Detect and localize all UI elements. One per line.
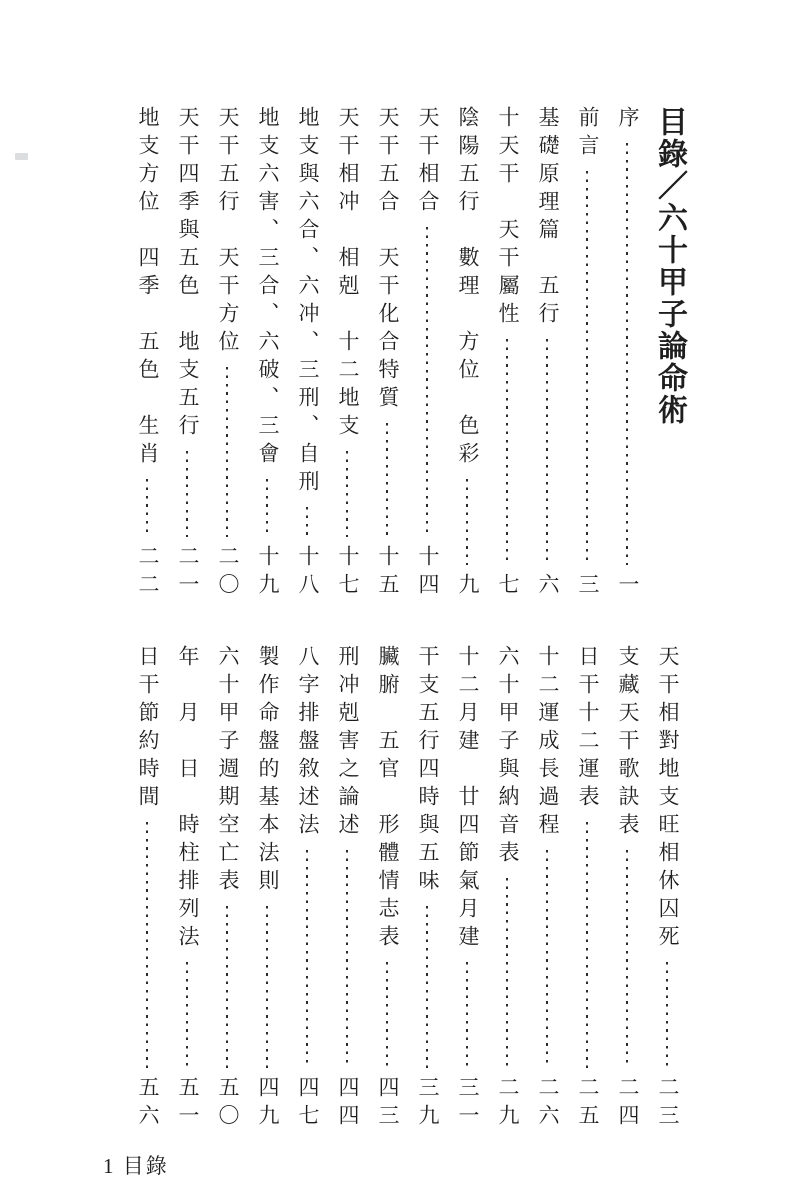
entry-title: 日干節約時間 (136, 645, 160, 813)
entry-title: 地支方位 四季 五色 生肖 (136, 106, 160, 470)
entry-page-number: 二二 (136, 545, 160, 601)
dotted-leader (186, 962, 189, 1068)
toc-entry (135, 106, 160, 601)
dotted-leader (346, 451, 349, 537)
dotted-leader (506, 339, 509, 565)
toc-entry (295, 645, 320, 1132)
entry-title: 八字排盤敘述法 (296, 645, 320, 841)
entry-page-number: 一 (616, 573, 640, 601)
toc-entry (175, 106, 200, 601)
entry-page-number: 十九 (256, 545, 280, 601)
toc-entry (335, 106, 360, 601)
entry-title: 天干相對地支旺相休囚死 (656, 645, 680, 953)
entry-page-number: 十七 (336, 545, 360, 601)
toc-entry (295, 106, 320, 601)
toc-entry (615, 645, 640, 1132)
page-title: 目錄／六十甲子論命術 (653, 106, 686, 426)
dotted-leader (346, 850, 349, 1068)
entry-title: 天干相冲 相剋 十二地支 (336, 106, 360, 442)
entry-title: 日干十二運表 (576, 645, 600, 813)
dotted-leader (466, 962, 469, 1068)
entry-title: 天干五行 天干方位 (216, 106, 240, 358)
entry-title: 十天干 天干屬性 (496, 106, 520, 330)
toc-entry (175, 645, 200, 1132)
entry-page-number: 十五 (376, 545, 400, 601)
dotted-leader (626, 850, 629, 1068)
entry-page-number: 四四 (336, 1076, 360, 1132)
entry-page-number: 四七 (296, 1076, 320, 1132)
toc-entry (535, 645, 560, 1132)
entry-title: 干支五行四時與五味 (416, 645, 440, 897)
entry-title: 六十甲子週期空亡表 (216, 645, 240, 897)
entry-title: 天干四季與五色 地支五行 (176, 106, 200, 442)
toc-entry (135, 645, 160, 1132)
entry-page-number: 十四 (416, 545, 440, 601)
dotted-leader (186, 451, 189, 537)
entry-page-number: 二三 (656, 1076, 680, 1132)
entry-title: 臟腑 五官 形體情志表 (376, 645, 400, 953)
entry-title: 天干相合 (416, 106, 440, 218)
entry-page-number: 六 (536, 573, 560, 601)
entry-page-number: 二六 (536, 1076, 560, 1132)
dotted-leader (426, 227, 429, 537)
toc-bottom-block (119, 645, 680, 1132)
entry-page-number: 二四 (616, 1076, 640, 1132)
dotted-leader (586, 171, 589, 565)
scan-artifact (15, 153, 28, 160)
toc-entry (655, 645, 680, 1132)
toc-entry (335, 645, 360, 1132)
entry-title: 陰陽五行 數理 方位 色彩 (456, 106, 480, 470)
entry-title: 十二月建 廿四節氣月建 (456, 645, 480, 953)
toc-entry (495, 645, 520, 1132)
toc-entry (215, 106, 240, 601)
toc-entry (215, 645, 240, 1132)
entry-page-number: 二〇 (216, 545, 240, 601)
dotted-leader (426, 906, 429, 1068)
toc-entry (535, 106, 560, 601)
entry-title: 地支六害、三合、六破、三會 (256, 106, 280, 470)
toc-entry (455, 106, 480, 601)
toc-entry (575, 645, 600, 1132)
entry-title: 年 月 日 時柱排列法 (176, 645, 200, 953)
entry-page-number: 二九 (496, 1076, 520, 1132)
toc-entry (415, 106, 440, 601)
entry-page-number: 五一 (176, 1076, 200, 1132)
dotted-leader (666, 962, 669, 1068)
entry-page-number: 三 (576, 573, 600, 601)
dotted-leader (306, 507, 309, 537)
entry-title: 十二運成長過程 (536, 645, 560, 841)
dotted-leader (466, 479, 469, 565)
entry-page-number: 五六 (136, 1076, 160, 1132)
toc-entry (375, 645, 400, 1132)
entry-page-number: 十八 (296, 545, 320, 601)
entry-page-number: 二一 (176, 545, 200, 601)
dotted-leader (546, 850, 549, 1068)
dotted-leader (266, 906, 269, 1068)
dotted-leader (146, 822, 149, 1068)
entry-title: 刑冲剋害之論述 (336, 645, 360, 841)
toc-top-block (119, 106, 686, 601)
toc-entry (615, 106, 640, 601)
entry-page-number: 四三 (376, 1076, 400, 1132)
entry-title: 支藏天干歌訣表 (616, 645, 640, 841)
dotted-leader (586, 822, 589, 1068)
entry-page-number: 四九 (256, 1076, 280, 1132)
toc-entry (455, 645, 480, 1132)
dotted-leader (226, 367, 229, 537)
toc-entry (255, 106, 280, 601)
entry-title: 基礎原理篇 五行 (536, 106, 560, 330)
entry-title: 前言 (576, 106, 600, 162)
dotted-leader (266, 479, 269, 537)
entry-title: 地支與六合、六冲、三刑、自刑 (296, 106, 320, 498)
entry-title: 序 (616, 106, 640, 134)
dotted-leader (386, 962, 389, 1068)
entry-page-number: 三一 (456, 1076, 480, 1132)
dotted-leader (626, 143, 629, 565)
toc-entry (415, 645, 440, 1132)
entry-page-number: 七 (496, 573, 520, 601)
toc-entry (255, 645, 280, 1132)
dotted-leader (546, 339, 549, 565)
entry-title: 天干五合 天干化合特質 (376, 106, 400, 414)
toc-entry (375, 106, 400, 601)
dotted-leader (386, 423, 389, 537)
entry-page-number: 九 (456, 573, 480, 601)
toc-entry (575, 106, 600, 601)
entry-page-number: 五〇 (216, 1076, 240, 1132)
entry-title: 製作命盤的基本法則 (256, 645, 280, 897)
entry-page-number: 二五 (576, 1076, 600, 1132)
dotted-leader (226, 906, 229, 1068)
dotted-leader (146, 479, 149, 537)
toc-entry (495, 106, 520, 601)
entry-page-number: 三九 (416, 1076, 440, 1132)
page-footer: 1 目錄 (103, 1154, 169, 1178)
dotted-leader (506, 878, 509, 1068)
dotted-leader (306, 850, 309, 1068)
entry-title: 六十甲子與納音表 (496, 645, 520, 869)
